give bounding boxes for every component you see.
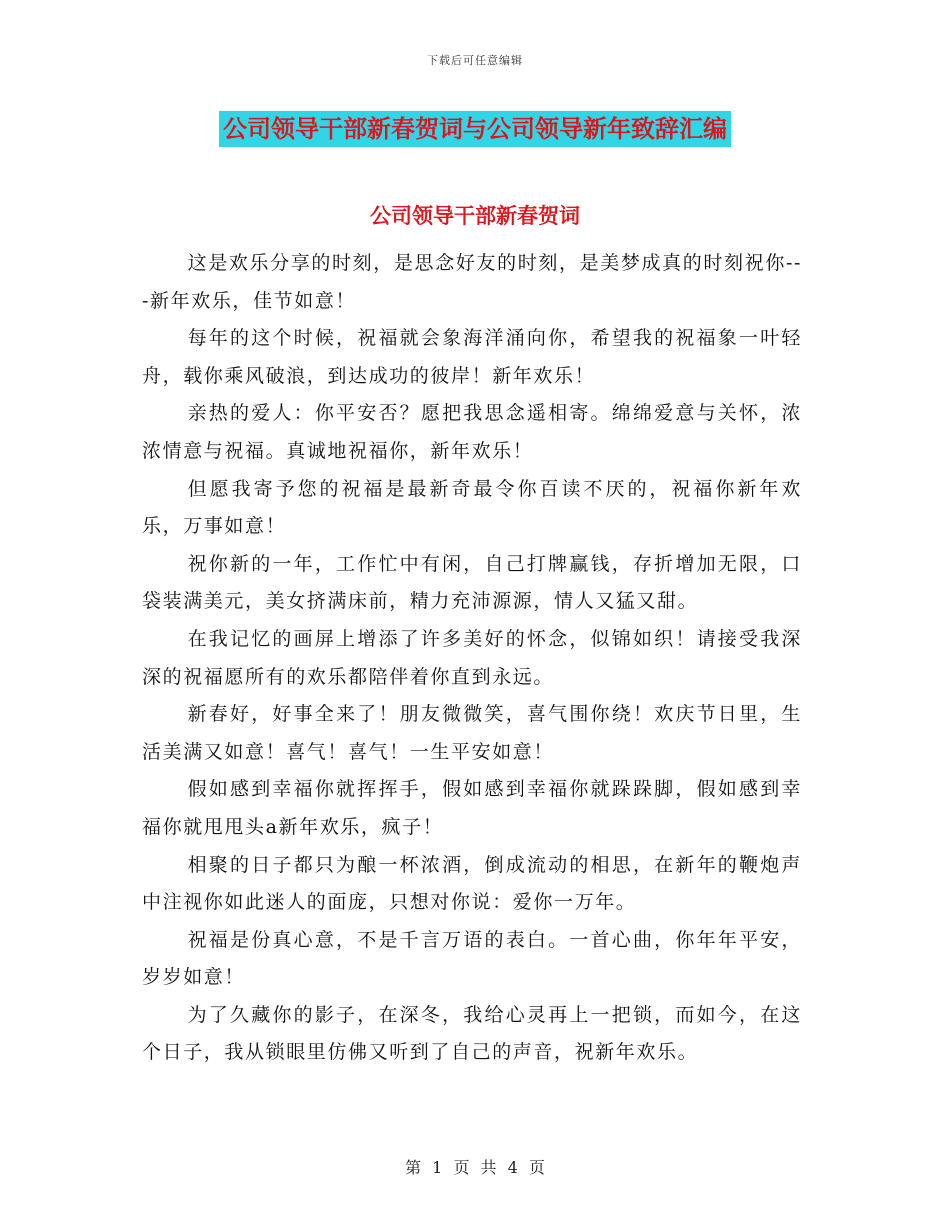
paragraph-7: 新春好，好事全来了！朋友微微笑，喜气围你绕！欢庆节日里，生活美满又如意！喜气！喜气！一生平安如意！	[142, 703, 802, 763]
paragraph-5: 祝你新的一年，工作忙中有闲，自己打牌赢钱，存折增加无限，口袋装满美元，美女挤满床前，精力充沛源源，情人又猛又甜。	[142, 552, 802, 613]
main-title: 公司领导干部新春贺词与公司领导新年致辞汇编	[219, 111, 731, 147]
paragraph-8: 假如感到幸福你就挥挥手，假如感到幸福你就跺跺脚，假如感到幸福你就甩甩头a新年欢乐，疯子！	[142, 778, 802, 838]
page-header-note: 下载后可任意编辑	[427, 54, 523, 67]
paragraph-10: 祝福是份真心意，不是千言万语的表白。一首心曲，你年年平安，岁岁如意！	[142, 928, 802, 989]
paragraph-4: 但愿我寄予您的祝福是最新奇最令你百读不厌的，祝福你新年欢乐，万事如意！	[142, 477, 802, 538]
paragraph-6: 在我记忆的画屏上增添了许多美好的怀念，似锦如织！请接受我深深的祝福愿所有的欢乐都陪伴着你直到永远。	[142, 627, 802, 688]
main-title-container	[0, 111, 950, 147]
section-title: 公司领导干部新春贺词	[370, 204, 580, 228]
paragraph-9: 相聚的日子都只为酿一杯浓酒，倒成流动的相思，在新年的鞭炮声中注视你如此迷人的面庞，只想对你说：爱你一万年。	[142, 853, 802, 914]
document-body	[142, 245, 802, 1072]
paragraph-3: 亲热的爱人：你平安否？愿把我思念遥相寄。绵绵爱意与关怀，浓浓情意与祝福。真诚地祝福你，新年欢乐！	[142, 402, 802, 462]
paragraph-2: 每年的这个时候，祝福就会象海洋涌向你，希望我的祝福象一叶轻舟，载你乘风破浪，到达成功的彼岸！新年欢乐！	[142, 327, 802, 387]
page-number-footer: 第 1 页 共 4 页	[405, 1158, 545, 1177]
paragraph-11: 为了久藏你的影子，在深冬，我给心灵再上一把锁，而如今，在这个日子，我从锁眼里仿佛又听到了自己的声音，祝新年欢乐。	[142, 1003, 802, 1064]
paragraph-1: 这是欢乐分享的时刻，是思念好友的时刻，是美梦成真的时刻祝你---新年欢乐，佳节如意！	[142, 252, 802, 312]
